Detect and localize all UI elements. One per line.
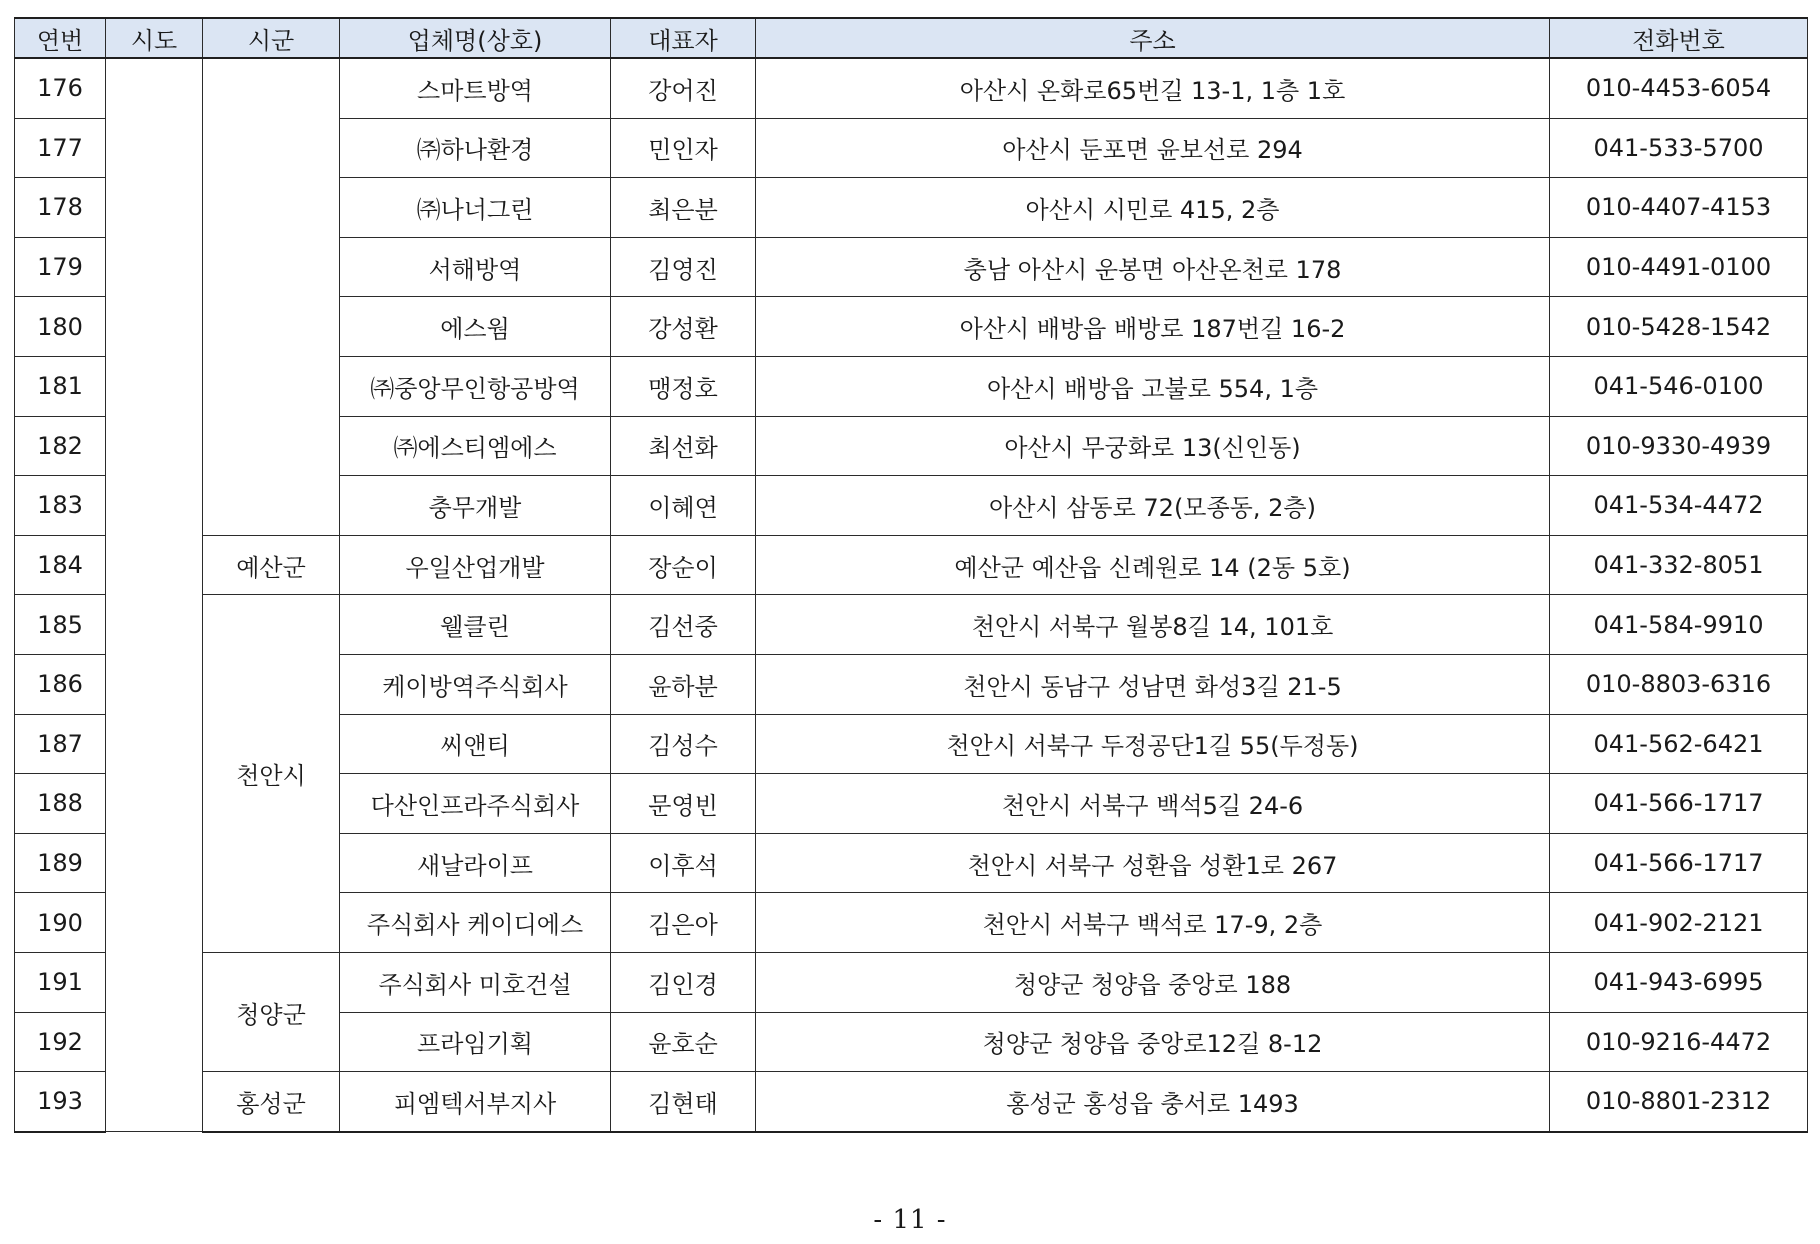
cell-phone: 010-4453-6054 [1550, 58, 1808, 118]
cell-address: 아산시 둔포면 윤보선로 294 [756, 118, 1550, 178]
cell-company: ㈜에스티엠에스 [340, 416, 611, 476]
cell-address: 홍성군 홍성읍 충서로 1493 [756, 1072, 1550, 1132]
cell-representative: 김현태 [611, 1072, 756, 1132]
cell-representative: 이후석 [611, 833, 756, 893]
cell-sido [106, 58, 203, 1132]
company-table [14, 17, 1808, 1133]
cell-representative: 맹정호 [611, 356, 756, 416]
cell-phone: 041-943-6995 [1550, 952, 1808, 1012]
header-representative: 대표자 [611, 18, 756, 58]
cell-phone: 041-332-8051 [1550, 535, 1808, 595]
cell-phone: 041-566-1717 [1550, 833, 1808, 893]
cell-sigun: 예산군 [203, 535, 340, 595]
cell-no: 185 [15, 595, 106, 655]
cell-company: 스마트방역 [340, 58, 611, 118]
cell-phone: 041-902-2121 [1550, 893, 1808, 953]
table-body [15, 58, 1808, 1132]
cell-address: 아산시 삼동로 72(모종동, 2층) [756, 476, 1550, 536]
cell-company: 에스웜 [340, 297, 611, 357]
cell-no: 184 [15, 535, 106, 595]
cell-representative: 이혜연 [611, 476, 756, 536]
cell-address: 아산시 배방읍 배방로 187번길 16-2 [756, 297, 1550, 357]
table-row [15, 58, 1808, 118]
cell-no: 176 [15, 58, 106, 118]
cell-address: 천안시 서북구 성환읍 성환1로 267 [756, 833, 1550, 893]
cell-representative: 민인자 [611, 118, 756, 178]
cell-phone: 010-9216-4472 [1550, 1012, 1808, 1072]
cell-no: 190 [15, 893, 106, 953]
cell-no: 179 [15, 237, 106, 297]
cell-address: 충남 아산시 운봉면 아산온천로 178 [756, 237, 1550, 297]
cell-phone: 010-8801-2312 [1550, 1072, 1808, 1132]
cell-address: 아산시 시민로 415, 2층 [756, 178, 1550, 238]
cell-no: 177 [15, 118, 106, 178]
cell-representative: 김은아 [611, 893, 756, 953]
cell-sigun [203, 58, 340, 535]
header-phone: 전화번호 [1550, 18, 1808, 58]
cell-sigun: 청양군 [203, 952, 340, 1071]
cell-address: 청양군 청양읍 중앙로12길 8-12 [756, 1012, 1550, 1072]
cell-company: 피엠텍서부지사 [340, 1072, 611, 1132]
cell-company: 서해방역 [340, 237, 611, 297]
table-row [15, 952, 1808, 1012]
cell-company: 충무개발 [340, 476, 611, 536]
cell-phone: 010-5428-1542 [1550, 297, 1808, 357]
cell-no: 186 [15, 654, 106, 714]
cell-address: 아산시 배방읍 고불로 554, 1층 [756, 356, 1550, 416]
cell-address: 천안시 서북구 월봉8길 14, 101호 [756, 595, 1550, 655]
cell-representative: 윤하분 [611, 654, 756, 714]
cell-representative: 문영빈 [611, 774, 756, 834]
cell-no: 193 [15, 1072, 106, 1132]
cell-no: 183 [15, 476, 106, 536]
cell-no: 192 [15, 1012, 106, 1072]
cell-no: 191 [15, 952, 106, 1012]
cell-company: 다산인프라주식회사 [340, 774, 611, 834]
cell-company: 주식회사 미호건설 [340, 952, 611, 1012]
cell-phone: 010-4407-4153 [1550, 178, 1808, 238]
cell-phone: 041-562-6421 [1550, 714, 1808, 774]
cell-no: 189 [15, 833, 106, 893]
cell-representative: 장순이 [611, 535, 756, 595]
cell-representative: 최선화 [611, 416, 756, 476]
cell-phone: 010-9330-4939 [1550, 416, 1808, 476]
cell-no: 178 [15, 178, 106, 238]
cell-sigun: 홍성군 [203, 1072, 340, 1132]
cell-address: 천안시 서북구 두정공단1길 55(두정동) [756, 714, 1550, 774]
header-sigun: 시군 [203, 18, 340, 58]
cell-company: ㈜하나환경 [340, 118, 611, 178]
cell-no: 180 [15, 297, 106, 357]
cell-address: 천안시 서북구 백석로 17-9, 2층 [756, 893, 1550, 953]
cell-sigun: 천안시 [203, 595, 340, 953]
cell-no: 187 [15, 714, 106, 774]
cell-phone: 041-584-9910 [1550, 595, 1808, 655]
cell-address: 아산시 온화로65번길 13-1, 1층 1호 [756, 58, 1550, 118]
cell-phone: 010-8803-6316 [1550, 654, 1808, 714]
cell-representative: 강어진 [611, 58, 756, 118]
cell-phone: 041-566-1717 [1550, 774, 1808, 834]
header-company: 업체명(상호) [340, 18, 611, 58]
cell-address: 예산군 예산읍 신례원로 14 (2동 5호) [756, 535, 1550, 595]
cell-phone: 041-546-0100 [1550, 356, 1808, 416]
table-row [15, 1072, 1808, 1132]
table-row [15, 595, 1808, 655]
cell-company: ㈜중앙무인항공방역 [340, 356, 611, 416]
header-address: 주소 [756, 18, 1550, 58]
cell-representative: 김인경 [611, 952, 756, 1012]
cell-company: 프라임기획 [340, 1012, 611, 1072]
cell-representative: 윤호순 [611, 1012, 756, 1072]
cell-company: 새날라이프 [340, 833, 611, 893]
cell-representative: 김선중 [611, 595, 756, 655]
cell-company: 웰클린 [340, 595, 611, 655]
cell-no: 188 [15, 774, 106, 834]
cell-company: ㈜나너그린 [340, 178, 611, 238]
cell-representative: 김성수 [611, 714, 756, 774]
header-row [15, 18, 1808, 58]
cell-company: 우일산업개발 [340, 535, 611, 595]
table-header [15, 18, 1808, 58]
cell-company: 씨앤티 [340, 714, 611, 774]
cell-no: 182 [15, 416, 106, 476]
table-row [15, 535, 1808, 595]
header-no: 연번 [15, 18, 106, 58]
cell-company: 케이방역주식회사 [340, 654, 611, 714]
cell-no: 181 [15, 356, 106, 416]
header-sido: 시도 [106, 18, 203, 58]
cell-phone: 041-534-4472 [1550, 476, 1808, 536]
page-number: - 11 - [873, 1205, 947, 1235]
cell-representative: 강성환 [611, 297, 756, 357]
cell-company: 주식회사 케이디에스 [340, 893, 611, 953]
cell-address: 청양군 청양읍 중앙로 188 [756, 952, 1550, 1012]
cell-phone: 041-533-5700 [1550, 118, 1808, 178]
cell-phone: 010-4491-0100 [1550, 237, 1808, 297]
cell-representative: 김영진 [611, 237, 756, 297]
cell-address: 아산시 무궁화로 13(신인동) [756, 416, 1550, 476]
cell-address: 천안시 서북구 백석5길 24-6 [756, 774, 1550, 834]
cell-address: 천안시 동남구 성남면 화성3길 21-5 [756, 654, 1550, 714]
cell-representative: 최은분 [611, 178, 756, 238]
